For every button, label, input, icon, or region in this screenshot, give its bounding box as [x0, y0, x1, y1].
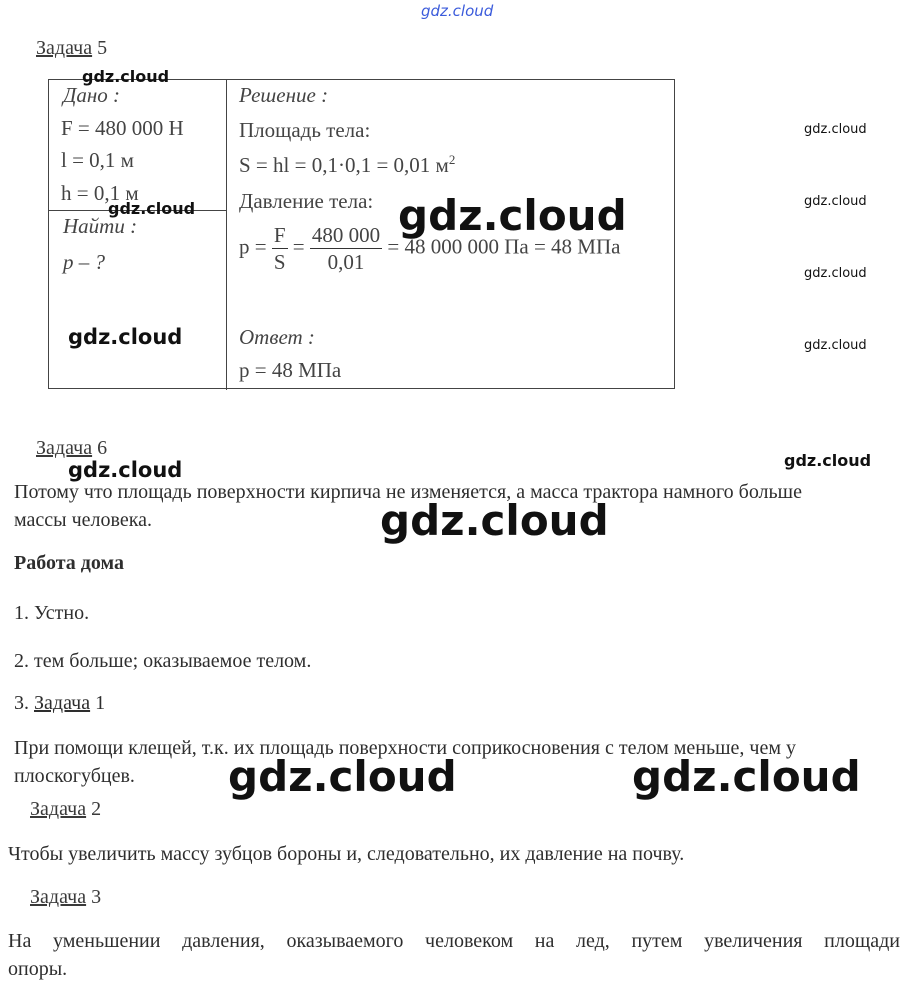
- task2-text: Чтобы увеличить массу зубцов бороны и, следовательно, их давление на почву.: [8, 843, 685, 865]
- pressure-formula: p = $\frac{F}{S}$ = $\frac{480 000}{0,01}$ = 48 000 000 Па = 48 МПа: [239, 223, 621, 274]
- watermark-small: gdz.cloud: [804, 266, 867, 281]
- watermark-large: gdz.cloud: [228, 752, 457, 801]
- task5-label: [36, 37, 107, 60]
- task6-text-line2: массы человека.: [14, 509, 152, 531]
- watermark-top: gdz.cloud: [421, 2, 494, 20]
- fraction-values: $\frac{480 000}{0,01}$: [311, 223, 381, 274]
- watermark: gdz.cloud: [784, 451, 872, 470]
- watermark-large: gdz.cloud: [632, 752, 861, 801]
- solution-header: Решение :: [239, 83, 329, 107]
- given-header: Дано :: [63, 83, 121, 107]
- table-divider-vertical: [226, 80, 227, 390]
- find-header: Найти :: [63, 214, 138, 238]
- answer-header: Ответ :: [239, 325, 315, 349]
- given-length: l = 0,1 м: [61, 148, 134, 172]
- watermark-small: gdz.cloud: [804, 194, 867, 209]
- watermark-large: gdz.cloud: [398, 191, 627, 240]
- homework-item1: 1. Устно.: [14, 602, 90, 624]
- watermark-large: gdz.cloud: [380, 496, 609, 545]
- given-force: F = 480 000 Н: [61, 116, 184, 140]
- fraction-f-over-s: $\frac{F}{S}$: [273, 223, 286, 274]
- watermark-small: gdz.cloud: [804, 338, 867, 353]
- homework-title: Работа дома: [14, 552, 124, 574]
- watermark-small: gdz.cloud: [804, 122, 867, 137]
- pressure-title: Давление тела:: [239, 189, 374, 213]
- homework-item3: 3. Задача 1: [14, 692, 106, 714]
- task3-label: Задача 3: [30, 886, 102, 908]
- find-line: p – ?: [63, 250, 105, 274]
- task5-label-word: Задача: [36, 37, 93, 59]
- homework-item2: 2. тем больше; оказываемое телом.: [14, 650, 312, 672]
- task2-label: Задача 2: [30, 798, 102, 820]
- watermark: gdz.cloud: [68, 325, 183, 349]
- task6-text-line1: Потому что площадь поверхности кирпича не изменяется, а масса трактора намного больше: [14, 481, 802, 503]
- watermark: gdz.cloud: [68, 458, 183, 482]
- task1-text-line2: плоскогубцев.: [14, 765, 135, 787]
- area-title: Площадь тела:: [239, 118, 371, 142]
- answer-line: p = 48 МПа: [239, 358, 342, 382]
- area-formula: S = hl = 0,1·0,1 = 0,01 $м^2$: [239, 152, 456, 177]
- task5-label-num: 5: [97, 37, 108, 59]
- given-height: h = 0,1 м: [61, 181, 139, 205]
- task3-text-line1: На уменьшении давления, оказываемого человеком на лед, путем увеличения площади: [8, 930, 900, 952]
- task6-label: Задача 6: [36, 437, 108, 459]
- watermark: gdz.cloud: [82, 67, 170, 86]
- task1-text-line1: При помощи клещей, т.к. их площадь поверхности соприкосновения с телом меньше, чем у: [14, 737, 796, 759]
- watermark: gdz.cloud: [108, 199, 196, 218]
- task3-text-line2: опоры.: [8, 958, 68, 980]
